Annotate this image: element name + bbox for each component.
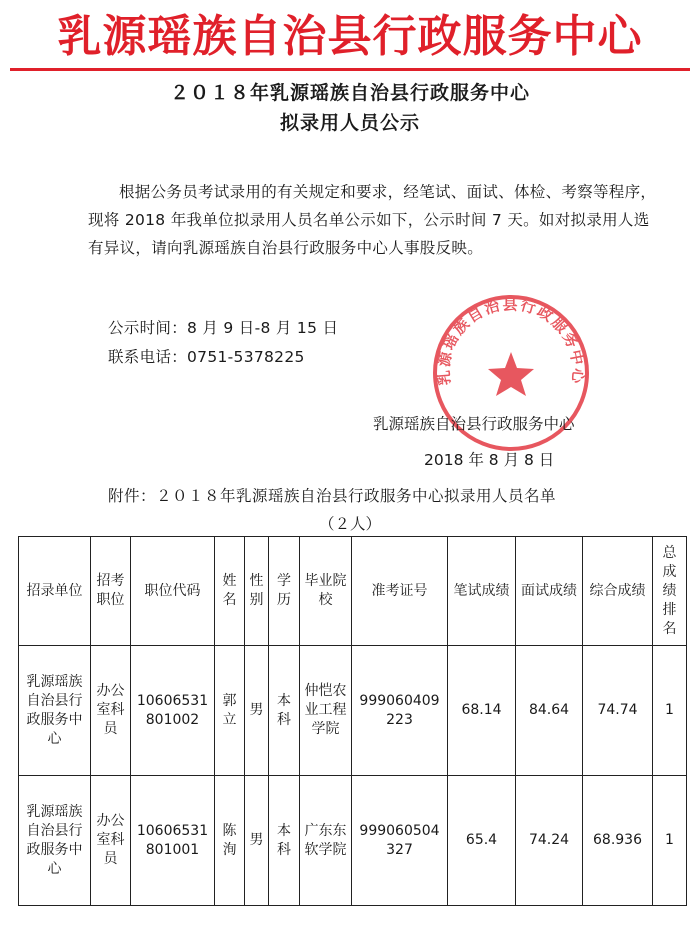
signature-organization: 乳源瑶族自治县行政服务中心 — [373, 415, 575, 433]
header-exam-number: 准考证号 — [352, 537, 448, 646]
cell-school: 仲恺农业工程学院 — [300, 646, 352, 776]
letterhead-red-line — [10, 68, 690, 71]
cell-rank: 1 — [653, 776, 687, 906]
letterhead: 乳源瑶族自治县行政服务中心 — [57, 11, 643, 62]
cell-unit: 乳源瑶族自治县行政服务中心 — [19, 646, 91, 776]
cell-written-score: 68.14 — [448, 646, 516, 776]
header-unit: 招录单位 — [19, 537, 91, 646]
seal-text: 乳源瑶族自治县行政服务中心 — [434, 295, 588, 386]
table-row — [19, 776, 687, 906]
header-education: 学历 — [269, 537, 300, 646]
header-rank: 总成绩排名 — [653, 537, 687, 646]
cell-interview-score: 74.24 — [516, 776, 583, 906]
signature-date: 2018 年 8 月 8 日 — [424, 451, 555, 469]
cell-school: 广东东软学院 — [300, 776, 352, 906]
header-position: 招考职位 — [91, 537, 131, 646]
header-written-score: 笔试成绩 — [448, 537, 516, 646]
header-school: 毕业院校 — [300, 537, 352, 646]
contact-phone: 联系电话：0751-5378225 — [108, 348, 305, 366]
header-gender: 性别 — [245, 537, 269, 646]
document-title: ２０１８年乳源瑶族自治县行政服务中心 — [169, 82, 530, 104]
cell-education: 本科 — [269, 776, 300, 906]
cell-position: 办公室科员 — [91, 776, 131, 906]
recruits-table — [18, 536, 687, 906]
cell-position: 办公室科员 — [91, 646, 131, 776]
notice-paragraph: 根据公务员考试录用的有关规定和要求，经笔试、面试、体检、考察等程序，现将 2018 年我单位拟录用人员名单公示如下，公示时间 7 天。如对拟录用人选有异议，请向乳源瑶族自治县行政服务中心人事股反映。 — [88, 183, 657, 257]
cell-rank: 1 — [653, 646, 687, 776]
cell-gender: 男 — [245, 646, 269, 776]
document-subtitle: 拟录用人员公示 — [279, 112, 420, 134]
cell-interview-score: 84.64 — [516, 646, 583, 776]
header-total-score: 综合成绩 — [583, 537, 653, 646]
cell-education: 本科 — [269, 646, 300, 776]
cell-gender: 男 — [245, 776, 269, 906]
header-name: 姓名 — [215, 537, 245, 646]
cell-exam-number: 999060409223 — [352, 646, 448, 776]
notice-period: 公示时间：8 月 9 日-8 月 15 日 — [108, 319, 339, 337]
cell-unit: 乳源瑶族自治县行政服务中心 — [19, 776, 91, 906]
annex-title: 附件：２０１８年乳源瑶族自治县行政服务中心拟录用人员名单 — [108, 487, 557, 505]
cell-exam-number: 999060504327 — [352, 776, 448, 906]
cell-position-code: 10606531801002 — [131, 646, 215, 776]
cell-total-score: 68.936 — [583, 776, 653, 906]
table-header-row — [19, 537, 687, 646]
cell-name: 郭立 — [215, 646, 245, 776]
header-position-code: 职位代码 — [131, 537, 215, 646]
cell-total-score: 74.74 — [583, 646, 653, 776]
table-row — [19, 646, 687, 776]
cell-name: 陈洵 — [215, 776, 245, 906]
cell-position-code: 10606531801001 — [131, 776, 215, 906]
header-interview-score: 面试成绩 — [516, 537, 583, 646]
cell-written-score: 65.4 — [448, 776, 516, 906]
annex-count: （２人） — [318, 515, 381, 533]
